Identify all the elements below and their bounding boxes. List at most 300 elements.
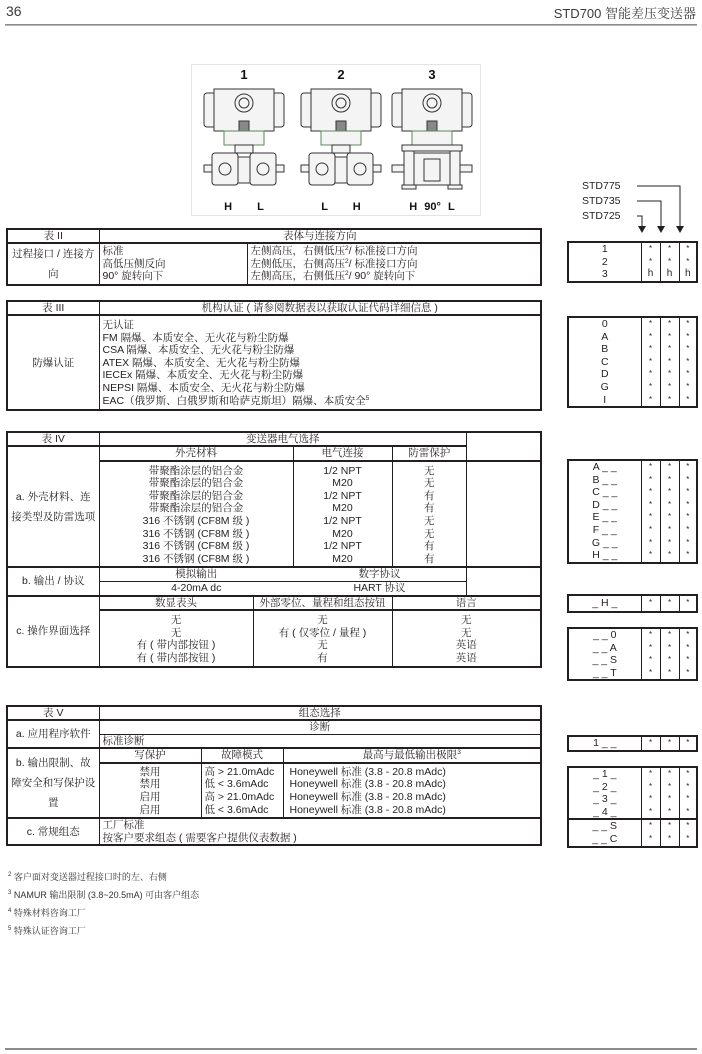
model-availability-mark: * [660, 343, 679, 356]
table-electrical [6, 431, 542, 668]
option-code: 3 [601, 268, 608, 281]
model-availability-mark: * [679, 499, 697, 512]
row-label: b. 输出限制、故障安全和写保护设置 [7, 748, 99, 818]
column-header: 防雷保护 [392, 446, 467, 461]
text-value: 低 < 3.6mAdc [204, 803, 269, 816]
port-labels: H 90° L [409, 201, 455, 213]
option-code: _ H _ [592, 597, 618, 609]
model-availability-mark: * [679, 642, 697, 655]
model-availability-mark: h [660, 268, 679, 282]
option-code: 2 [601, 255, 608, 268]
code-row [568, 317, 697, 331]
text-value: 左侧高压，右侧低压 [250, 270, 345, 283]
model-availability-mark: * [641, 819, 660, 833]
row-label: 防爆认证 [7, 315, 99, 410]
text-value: Honeywell 标准 (3.8 - 20.8 mAdc) [289, 803, 446, 816]
model-availability-mark: * [679, 460, 697, 474]
footnote [8, 904, 199, 922]
model-availability-mark: * [641, 628, 660, 642]
text-value: 316 不锈钢 (CF8M 级 ) [142, 527, 250, 540]
model-availability-mark: * [641, 537, 660, 550]
text-value: / 标准接口方向 [348, 257, 418, 270]
model-availability-mark: * [679, 343, 697, 356]
model-availability-mark: * [679, 381, 697, 394]
code-row [568, 381, 697, 394]
option-code: C [600, 355, 609, 368]
code-box-table5a [567, 735, 698, 752]
table-row [7, 567, 541, 581]
text-value: 有 [317, 651, 328, 664]
description-text [251, 245, 538, 258]
transmitter-rotated-icon [390, 83, 474, 195]
model-availability-mark: * [641, 806, 660, 820]
model-availability-mark: * [660, 331, 679, 344]
model-availability-mark: * [660, 317, 679, 331]
text-value: M20 [332, 502, 353, 515]
option-code: _ 1 _ [593, 768, 617, 780]
model-availability-mark: * [679, 736, 697, 751]
option-code: D _ _ [592, 498, 618, 511]
model-availability-mark: * [660, 460, 679, 474]
option-code: 1 [601, 243, 608, 255]
model-availability-mark: * [641, 486, 660, 499]
model-availability-mark: * [641, 242, 660, 256]
text-value: 最高与最低输出极限 [362, 749, 458, 762]
model-availability-mark: * [641, 595, 660, 612]
model-availability-mark: * [641, 833, 660, 847]
model-availability-mark: * [660, 819, 679, 833]
option-code: F _ _ [592, 523, 617, 536]
table-label: 表 V [7, 706, 99, 720]
figure-number: 3 [428, 67, 436, 82]
code-box-table4a [567, 459, 698, 564]
figure-item-3 [386, 65, 478, 215]
general-config-list [99, 818, 541, 845]
text-value: 有 ( 带内部按钮 ) [136, 651, 216, 664]
text-value: 1/2 NPT [323, 514, 362, 527]
connection-list [293, 461, 392, 568]
code-row [568, 474, 697, 487]
code-row [568, 460, 697, 474]
option-code: A [601, 330, 609, 343]
code-row [568, 667, 697, 681]
model-availability-mark: * [641, 549, 660, 563]
model-availability-mark: * [679, 549, 697, 563]
code-row [568, 242, 697, 256]
text-value: 高 > 21.0mAdc [204, 790, 275, 803]
display-list [99, 610, 253, 666]
model-availability-mark: * [679, 806, 697, 820]
text-value: 有 [424, 552, 435, 565]
text-value: 特殊认证咨询工厂 [13, 926, 86, 936]
model-availability-mark: * [660, 767, 679, 781]
code-box-table4b [567, 594, 698, 613]
model-availability-mark: * [660, 499, 679, 512]
model-availability-mark: h [679, 268, 697, 282]
transmitter-standard-icon [202, 83, 286, 195]
text-value: 带聚酯涂层的铝合金 [148, 464, 244, 477]
code-row [568, 331, 697, 344]
port-labels: L H [321, 201, 361, 213]
model-availability-mark: * [641, 793, 660, 806]
text-value: 1/2 NPT [323, 540, 362, 553]
code-row [568, 486, 697, 499]
code-row [568, 268, 697, 282]
model-availability-mark: * [679, 537, 697, 550]
option-code: _ 4 _ [593, 805, 617, 818]
option-code: G _ _ [591, 536, 618, 549]
option-code: B _ _ [592, 473, 618, 486]
table-title: 组态选择 [99, 706, 541, 720]
text-value: 2 [345, 270, 349, 278]
code-row [568, 394, 697, 408]
text-value: 无 [424, 514, 435, 527]
model-availability-mark: * [641, 317, 660, 331]
code-box-table2 [567, 241, 698, 283]
footnote [8, 868, 199, 886]
certification-list [99, 315, 541, 410]
text-value: 2 [345, 257, 349, 265]
text-value: 无 [461, 614, 472, 627]
model-availability-mark: * [660, 356, 679, 369]
model-availability-mark: * [660, 537, 679, 550]
write-protect-list [99, 763, 201, 818]
option-code: I [603, 393, 607, 406]
text-value: 有 ( 仅零位 / 量程 ) [278, 626, 367, 639]
language-list [392, 610, 541, 666]
model-availability-mark: * [679, 833, 697, 847]
model-availability-mark: * [641, 460, 660, 474]
model-availability-mark: * [660, 736, 679, 751]
text-value: 无 [170, 626, 182, 639]
model-availability-mark: * [679, 242, 697, 256]
text-value: 带聚酯涂层的铝合金 [148, 477, 244, 490]
table-row [7, 243, 541, 285]
text-value: 按客户要求组态 ( 需要客户提供仪表数据 ) [102, 831, 297, 844]
text-value: Honeywell 标准 (3.8 - 20.8 mAdc) [289, 790, 446, 803]
column-header: 电气连接 [293, 446, 392, 461]
text-value: 5 [365, 394, 370, 402]
model-availability-mark: * [679, 356, 697, 369]
text-value: 英语 [455, 651, 477, 664]
model-availability-mark: * [679, 394, 697, 408]
text-value: Honeywell 标准 (3.8 - 20.8 mAdc) [289, 778, 446, 791]
text-value: 有 [424, 502, 435, 515]
model-availability-mark: * [641, 736, 660, 751]
option-text: 标准 [102, 245, 124, 258]
failure-mode-list [201, 763, 283, 818]
code-row [568, 499, 697, 512]
model-availability-mark: * [660, 381, 679, 394]
text-value: 316 不锈钢 (CF8M 级 ) [142, 514, 250, 527]
model-availability-mark: * [641, 767, 660, 781]
table-label: 表 IV [7, 432, 99, 446]
text-value: 3 [8, 890, 12, 896]
model-availability-mark: * [679, 256, 697, 269]
model-availability-mark: * [660, 549, 679, 563]
code-row [568, 819, 697, 833]
transmitter-orientation-figure [191, 64, 481, 216]
column-header: 数显表头 [99, 596, 253, 611]
text-value: 有 [424, 489, 435, 502]
output-limits-list [283, 763, 541, 818]
header-rule [5, 24, 697, 26]
model-availability-mark: * [641, 356, 660, 369]
model-availability-mark: * [641, 343, 660, 356]
text-value: 316 不锈钢 (CF8M 级 ) [142, 552, 250, 565]
model-availability-mark: * [660, 242, 679, 256]
model-availability-mark: * [679, 781, 697, 794]
text-value: 工厂标准 [102, 819, 145, 832]
text-value: / 标准接口方向 [348, 245, 418, 258]
text-value: 高 > 21.0mAdc [204, 765, 275, 778]
option-code: _ _ T [592, 666, 617, 679]
cert-item: FM 隔爆、本质安全、无火花与粉尘防爆 [102, 331, 289, 344]
buttons-list [253, 610, 392, 666]
document-title: STD700 智能差压变送器 [553, 6, 696, 21]
cert-item: NEPSI 隔爆、本质安全、无火花与粉尘防爆 [102, 381, 305, 394]
footnote [8, 922, 199, 940]
option-code: C _ _ [592, 486, 618, 499]
cert-item: ATEX 隔爆、本质安全、无火花与粉尘防爆 [102, 356, 301, 369]
column-header: 外部零位、量程和组态按钮 [253, 596, 392, 611]
table-row [7, 301, 541, 315]
model-availability-mark: * [641, 368, 660, 381]
text-value: 无 [317, 639, 328, 652]
cert-item: CSA 隔爆、本质安全、无火花与粉尘防爆 [102, 344, 295, 357]
code-row [568, 781, 697, 794]
text-value: / 90° 旋转向下 [348, 270, 416, 283]
table-configuration [6, 705, 542, 846]
code-row [568, 767, 697, 781]
model-availability-mark: * [641, 781, 660, 794]
row-label: b. 输出 / 协议 [7, 567, 99, 595]
model-availability-mark: * [679, 317, 697, 331]
table-title: 变送器电气选择 [99, 432, 467, 446]
figure-number: 2 [337, 67, 345, 82]
model-availability-mark: * [660, 654, 679, 667]
code-row [568, 806, 697, 820]
text-value: 无 [424, 477, 435, 490]
option-code: B [601, 343, 609, 356]
column-header [283, 748, 541, 763]
model-availability-mark: * [679, 819, 697, 833]
model-availability-mark: * [641, 499, 660, 512]
text-value: 无 [424, 527, 435, 540]
footnote [8, 886, 199, 904]
text-value: 有 ( 带内部按钮 ) [136, 639, 216, 652]
table-row [7, 446, 541, 461]
table-label: 表 III [7, 301, 99, 315]
digital-protocol: HART 协议 [293, 581, 467, 595]
text-value: 无 [317, 614, 328, 627]
text-value: 带聚酯涂层的铝合金 [148, 489, 244, 502]
table-row [7, 720, 541, 734]
code-row [568, 595, 697, 612]
model-std725: STD725 [582, 210, 621, 222]
model-availability-mark: * [641, 524, 660, 537]
table-title: 表体与连接方向 [99, 229, 541, 243]
text-value: 4 [8, 908, 12, 914]
text-value: 禁用 [139, 765, 161, 778]
code-row [568, 537, 697, 550]
text-value: NAMUR 输出限制 (3.8~20.5mA) 可由客户组态 [13, 890, 200, 900]
row-label: 过程接口 / 连接方向 [7, 243, 99, 285]
code-row [568, 524, 697, 537]
model-availability-mark: * [641, 511, 660, 524]
material-list [99, 461, 293, 568]
table-row [7, 748, 541, 763]
text-value: EAC（俄罗斯、白俄罗斯和哈萨克斯坦）隔爆、本质安全 [102, 394, 366, 407]
column-header: 外壳材料 [99, 446, 293, 461]
model-availability-mark: * [641, 381, 660, 394]
model-availability-mark: * [660, 806, 679, 820]
model-availability-mark: * [660, 595, 679, 612]
column-header: 故障模式 [201, 748, 283, 763]
code-row [568, 642, 697, 655]
text-value: 左侧高压，右侧低压 [250, 245, 345, 258]
model-availability-mark: * [641, 474, 660, 487]
table-row [7, 596, 541, 611]
text-value: 有 [424, 540, 435, 553]
footer-rule [5, 1048, 697, 1050]
column-header: 诊断 [99, 720, 541, 734]
text-value: 启用 [139, 803, 161, 816]
option-code: D [600, 368, 609, 381]
row-label: a. 应用程序软件 [7, 720, 99, 748]
text-value: 启用 [139, 790, 161, 803]
figure-number: 1 [240, 67, 248, 82]
model-availability-mark: * [660, 793, 679, 806]
text-value: 带聚酯涂层的铝合金 [148, 502, 244, 515]
model-std735: STD735 [582, 195, 621, 207]
model-availability-mark: * [679, 486, 697, 499]
text-value: 316 不锈钢 (CF8M 级 ) [142, 540, 250, 553]
model-availability-mark: * [679, 654, 697, 667]
text-value: 无 [424, 464, 435, 477]
option-code: _ _ 0 [593, 629, 617, 641]
code-box-table4c [567, 627, 698, 681]
model-legend [582, 180, 697, 240]
model-availability-mark: h [641, 268, 660, 282]
diagnostics-value: 标准诊断 [99, 734, 541, 748]
analog-output: 4-20mA dc [99, 581, 293, 595]
model-availability-mark: * [660, 628, 679, 642]
description-list [247, 243, 541, 285]
table-body-connection [6, 228, 542, 286]
row-label: c. 操作界面选择 [7, 596, 99, 667]
text-value: 禁用 [139, 778, 161, 791]
model-availability-mark: * [660, 486, 679, 499]
code-row [568, 833, 697, 847]
table-row [7, 706, 541, 720]
code-row [568, 628, 697, 642]
description-text [251, 270, 538, 283]
text-value: 3 [457, 749, 461, 757]
model-availability-mark: * [660, 256, 679, 269]
model-availability-mark: * [660, 667, 679, 681]
option-code: H _ _ [592, 549, 618, 562]
code-box-table3 [567, 316, 698, 408]
text-value: 2 [345, 245, 349, 253]
code-row [568, 368, 697, 381]
code-row [568, 654, 697, 667]
model-availability-mark: * [641, 667, 660, 681]
model-availability-mark: * [660, 781, 679, 794]
option-code: _ _ C [592, 832, 618, 845]
model-availability-mark: * [679, 511, 697, 524]
text-value: 特殊材料咨询工厂 [13, 908, 86, 918]
table-certification [6, 300, 542, 411]
model-std775: STD775 [582, 180, 621, 192]
code-row [568, 549, 697, 563]
option-code: _ 3 _ [593, 793, 617, 806]
cert-item: IECEx 隔爆、本质安全、无火花与粉尘防爆 [102, 369, 304, 382]
lightning-list [392, 461, 467, 568]
text-value: M20 [332, 527, 353, 540]
model-availability-mark: * [679, 595, 697, 612]
column-header: 语言 [392, 596, 541, 611]
code-row [568, 736, 697, 751]
row-label: a. 外壳材料、连接类型及防雷选项 [7, 446, 99, 567]
code-row [568, 343, 697, 356]
text-value: M20 [332, 552, 353, 565]
code-row [568, 256, 697, 269]
figure-item-2 [295, 65, 387, 215]
transmitter-reversed-icon [299, 83, 383, 195]
model-availability-mark: * [679, 767, 697, 781]
text-value: 1/2 NPT [323, 464, 362, 477]
text-value: Honeywell 标准 (3.8 - 20.8 mAdc) [289, 765, 446, 778]
option-code: E _ _ [592, 511, 618, 524]
option-code: _ _ S [592, 654, 618, 667]
model-availability-mark: * [641, 331, 660, 344]
figure-item-1 [198, 65, 290, 215]
text-value: 无 [170, 614, 182, 627]
text-value: 低 < 3.6mAdc [204, 778, 269, 791]
port-labels: H L [224, 201, 264, 213]
row-label: c. 常规组态 [7, 818, 99, 845]
code-row [568, 511, 697, 524]
model-availability-mark: * [660, 833, 679, 847]
option-code: 1 _ _ [593, 737, 617, 749]
model-availability-mark: * [679, 368, 697, 381]
code-box-table5bc [567, 766, 698, 848]
option-code: 0 [601, 318, 608, 330]
model-availability-mark: * [660, 474, 679, 487]
page-number: 36 [6, 3, 22, 19]
model-availability-mark: * [641, 642, 660, 655]
text-value: M20 [332, 477, 353, 490]
code-row [568, 793, 697, 806]
table-row [7, 315, 541, 410]
option-code: G [600, 380, 609, 393]
table-row [7, 818, 541, 845]
text-value: 1/2 NPT [323, 489, 362, 502]
model-availability-mark: * [679, 628, 697, 642]
option-code: _ _ A [592, 641, 617, 654]
option-list [99, 243, 247, 285]
option-code: _ _ S [592, 820, 618, 833]
option-code: _ 2 _ [593, 780, 617, 793]
option-text: 高低压侧反向 [102, 257, 166, 270]
model-availability-mark: * [679, 667, 697, 681]
text-value: 英语 [455, 639, 477, 652]
model-availability-mark: * [679, 331, 697, 344]
cert-item: 无认证 [102, 319, 134, 331]
text-value: 无 [461, 626, 472, 639]
code-row [568, 356, 697, 369]
